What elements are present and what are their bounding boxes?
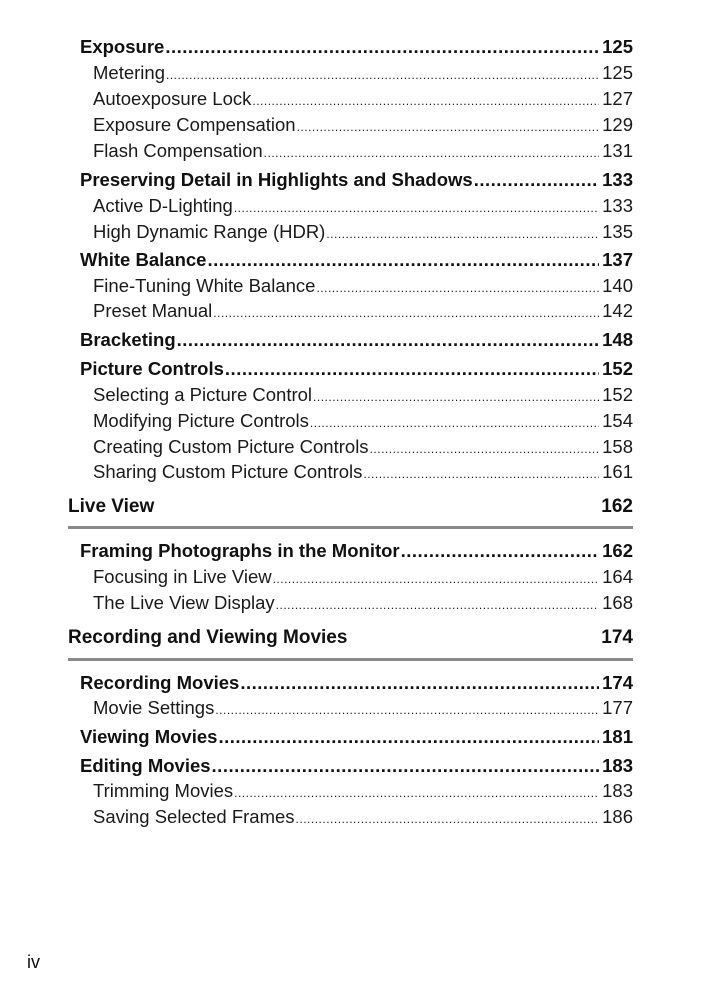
- dot-leader: [474, 169, 599, 191]
- toc-entry-white-balance[interactable]: [80, 249, 633, 271]
- entry-label: Autoexposure Lock: [93, 88, 252, 109]
- entry-label: High Dynamic Range (HDR): [93, 221, 326, 242]
- toc-entry-viewing-movies[interactable]: [80, 726, 633, 748]
- dot-leader: [234, 786, 599, 800]
- entry-label: White Balance: [80, 249, 207, 270]
- entry-label: Preserving Detail in Highlights and Shadows: [80, 169, 473, 190]
- dot-leader: [273, 572, 600, 586]
- dot-leader: [218, 726, 599, 748]
- entry-label: Recording Movies: [80, 672, 240, 693]
- entry-page: 135: [602, 221, 633, 242]
- entry-page: 161: [602, 461, 633, 482]
- dot-leader: [401, 540, 600, 562]
- dot-leader: [264, 146, 599, 160]
- entry-page: 158: [602, 436, 633, 457]
- entry-page: 133: [602, 169, 633, 190]
- toc-entry-editing-movies[interactable]: [80, 755, 633, 777]
- toc-entry-exposure[interactable]: [80, 36, 633, 58]
- toc-entry-focusing-in-live-view[interactable]: [93, 566, 633, 588]
- chapter-page: 162: [601, 496, 633, 517]
- dot-leader: [363, 467, 599, 481]
- toc-entry-picture-controls[interactable]: [80, 358, 633, 380]
- toc-entry-hdr[interactable]: [93, 221, 633, 243]
- dot-leader: [276, 598, 599, 612]
- toc-entry-movie-settings[interactable]: [93, 697, 633, 719]
- toc-entry-active-d-lighting[interactable]: [93, 195, 633, 217]
- dot-leader: [240, 672, 599, 694]
- entry-label: Selecting a Picture Control: [93, 384, 313, 405]
- toc-entry-flash-compensation[interactable]: [93, 140, 633, 162]
- entry-page: 127: [602, 88, 633, 109]
- entry-label: Sharing Custom Picture Controls: [93, 461, 363, 482]
- entry-page: 174: [602, 672, 633, 693]
- dot-leader: [316, 281, 599, 295]
- entry-label: Fine-Tuning White Balance: [93, 275, 316, 296]
- dot-leader: [225, 358, 599, 380]
- entry-page: 186: [602, 806, 633, 827]
- entry-label: Focusing in Live View: [93, 566, 272, 587]
- toc-entry-modifying-picture-controls[interactable]: [93, 410, 633, 432]
- entry-page: 168: [602, 592, 633, 613]
- entry-page: 154: [602, 410, 633, 431]
- entry-page: 152: [602, 358, 633, 379]
- entry-label: Flash Compensation: [93, 140, 263, 161]
- entry-label: Exposure Compensation: [93, 114, 296, 135]
- dot-leader: [212, 755, 600, 777]
- toc-entry-live-view-display[interactable]: [93, 592, 633, 614]
- entry-page: 177: [602, 697, 633, 718]
- dot-leader: [177, 329, 600, 351]
- chapter-title: Live View: [68, 496, 155, 517]
- toc-entry-selecting-picture-control[interactable]: [93, 384, 633, 406]
- dot-leader: [313, 390, 599, 404]
- entry-label: Saving Selected Frames: [93, 806, 295, 827]
- entry-label: Metering: [93, 62, 165, 83]
- entry-label: Active D-Lighting: [93, 195, 233, 216]
- entry-page: 129: [602, 114, 633, 135]
- toc-entry-trimming-movies[interactable]: [93, 780, 633, 802]
- entry-label: The Live View Display: [93, 592, 275, 613]
- entry-page: 164: [602, 566, 633, 587]
- toc-entry-preset-manual[interactable]: [93, 300, 633, 322]
- entry-page: 181: [602, 726, 633, 747]
- toc-entry-fine-tuning-white-balance[interactable]: [93, 275, 633, 297]
- toc-entry-bracketing[interactable]: [80, 329, 633, 351]
- entry-label: Framing Photographs in the Monitor: [80, 540, 400, 561]
- entry-page: 140: [602, 275, 633, 296]
- dot-leader: [213, 306, 599, 320]
- dot-leader: [310, 416, 599, 430]
- toc-entry-sharing-custom-picture-controls[interactable]: [93, 461, 633, 483]
- entry-label: Trimming Movies: [93, 780, 234, 801]
- chapter-page: 174: [601, 627, 633, 648]
- entry-page: 162: [602, 540, 633, 561]
- entry-page: 142: [602, 300, 633, 321]
- entry-label: Creating Custom Picture Controls: [93, 436, 369, 457]
- entry-page: 131: [602, 140, 633, 161]
- entry-label: Viewing Movies: [80, 726, 218, 747]
- entry-label: Bracketing: [80, 329, 176, 350]
- toc-entry-saving-selected-frames[interactable]: [93, 806, 633, 828]
- entry-page: 133: [602, 195, 633, 216]
- entry-label: Movie Settings: [93, 697, 215, 718]
- page-number: iv: [27, 952, 40, 972]
- toc-entry-recording-movies[interactable]: [80, 672, 633, 694]
- chapter-divider: [68, 526, 633, 529]
- dot-leader: [207, 249, 599, 271]
- chapter-divider: [68, 658, 633, 661]
- dot-leader: [297, 120, 600, 134]
- toc-entry-framing-photographs[interactable]: [80, 540, 633, 562]
- dot-leader: [370, 442, 600, 456]
- entry-label: Preset Manual: [93, 300, 213, 321]
- toc-entry-creating-custom-picture-controls[interactable]: [93, 436, 633, 458]
- chapter-heading-recording-viewing-movies[interactable]: [68, 627, 633, 649]
- dot-leader: [234, 201, 599, 215]
- entry-label: Picture Controls: [80, 358, 224, 379]
- dot-leader: [252, 94, 599, 108]
- entry-page: 152: [602, 384, 633, 405]
- toc-entry-autoexposure-lock[interactable]: [93, 88, 633, 110]
- entry-page: 125: [602, 36, 633, 57]
- chapter-title: Recording and Viewing Movies: [68, 627, 348, 648]
- entry-label: Exposure: [80, 36, 165, 57]
- toc-entry-exposure-compensation[interactable]: [93, 114, 633, 136]
- dot-leader: [326, 227, 599, 241]
- entry-page: 148: [602, 329, 633, 350]
- entry-page: 183: [602, 755, 633, 776]
- entry-page: 183: [602, 780, 633, 801]
- entry-label: Editing Movies: [80, 755, 211, 776]
- entry-page: 125: [602, 62, 633, 83]
- dot-leader: [296, 812, 600, 826]
- dot-leader: [166, 68, 599, 82]
- entry-page: 137: [602, 249, 633, 270]
- chapter-heading-live-view[interactable]: [68, 496, 633, 518]
- dot-leader: [165, 36, 599, 58]
- toc-entry-metering[interactable]: [93, 62, 633, 84]
- dot-leader: [215, 703, 599, 717]
- entry-label: Modifying Picture Controls: [93, 410, 309, 431]
- toc-entry-preserving-detail[interactable]: [80, 169, 633, 191]
